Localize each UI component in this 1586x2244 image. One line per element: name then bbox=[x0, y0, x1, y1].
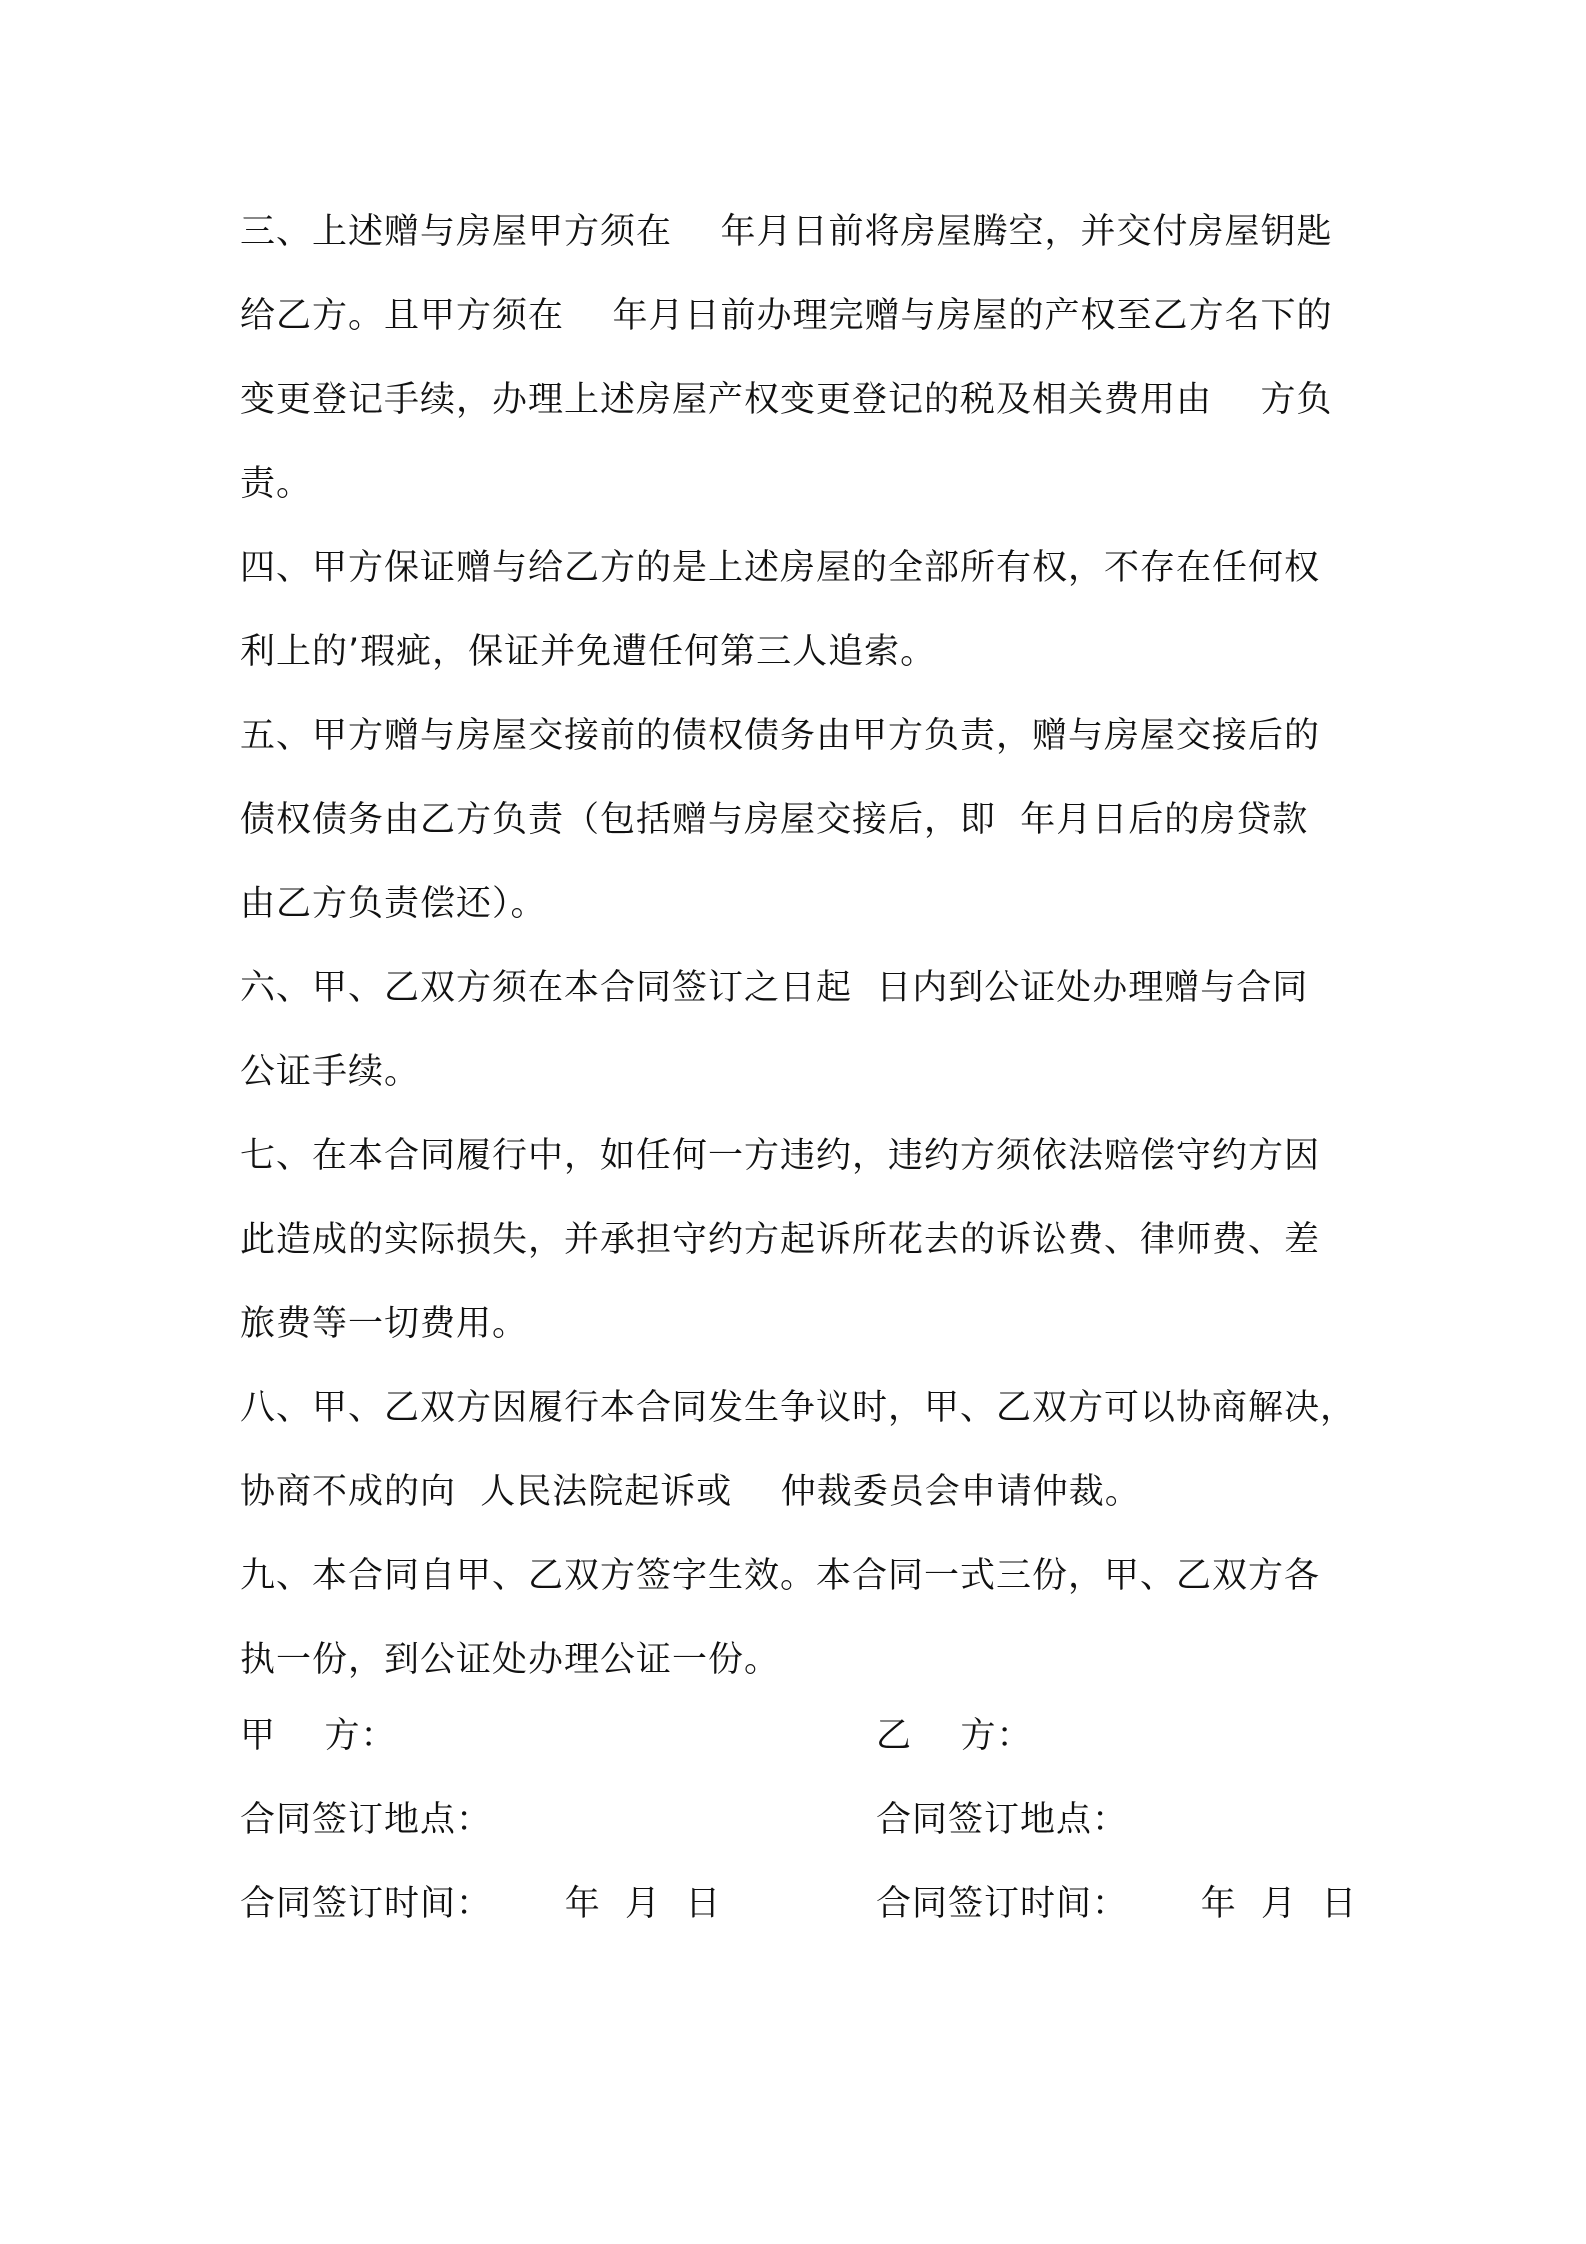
clause-3 bbox=[240, 190, 1350, 526]
party-b-label: 乙 方： bbox=[876, 1716, 1033, 1756]
clause-line: 九、本合同自甲、乙双方签字生效。本合同一式三份，甲、乙双方各 bbox=[240, 1556, 1321, 1596]
clause-line: 变更登记手续，办理上述房屋产权变更登记的税及相关费用由 方负 bbox=[240, 380, 1333, 420]
signing-time-a-label: 合同签订时间： 年 月 日 bbox=[240, 1884, 722, 1924]
clause-line: 由乙方负责偿还）。 bbox=[240, 884, 547, 924]
signing-place-a-label: 合同签订地点： bbox=[240, 1800, 493, 1840]
clause-9 bbox=[240, 1534, 1350, 1702]
clause-line: 责。 bbox=[240, 464, 313, 504]
clause-4 bbox=[240, 526, 1350, 694]
clause-line: 五、甲方赠与房屋交接前的债权债务由甲方负责，赠与房屋交接后的 bbox=[240, 716, 1321, 756]
clause-line: 公证手续。 bbox=[240, 1052, 421, 1092]
clause-line: 旅费等一切费用。 bbox=[240, 1304, 529, 1344]
signature-block bbox=[240, 1694, 1358, 1946]
clause-7 bbox=[240, 1114, 1350, 1366]
clause-line: 四、甲方保证赠与给乙方的是上述房屋的全部所有权，不存在任何权 bbox=[240, 548, 1321, 588]
clause-line: 此造成的实际损失，并承担守约方起诉所花去的诉讼费、律师费、差 bbox=[240, 1220, 1321, 1260]
clause-line: 三、上述赠与房屋甲方须在 年月日前将房屋腾空，并交付房屋钥匙 bbox=[240, 212, 1333, 252]
clause-8 bbox=[240, 1366, 1357, 1534]
clause-line: 六、甲、乙双方须在本合同签订之日起 日内到公证处办理赠与合同 bbox=[240, 968, 1309, 1008]
signature-row-party bbox=[240, 1694, 1350, 1778]
signature-row-time bbox=[240, 1862, 1358, 1946]
clause-5 bbox=[240, 694, 1350, 946]
clause-line: 八、甲、乙双方因履行本合同发生争议时，甲、乙双方可以协商解决， bbox=[240, 1388, 1357, 1428]
clause-line: 给乙方。且甲方须在 年月日前办理完赠与房屋的产权至乙方名下的 bbox=[240, 296, 1333, 336]
clause-line: 协商不成的向 人民法院起诉或 仲裁委员会申请仲裁。 bbox=[240, 1472, 1141, 1512]
party-a-label: 甲 方： bbox=[240, 1716, 397, 1756]
signing-time-b-label: 合同签订时间： 年 月 日 bbox=[876, 1884, 1358, 1924]
clause-line: 七、在本合同履行中，如任何一方违约，违约方须依法赔偿守约方因 bbox=[240, 1136, 1321, 1176]
signing-place-b-label: 合同签订地点： bbox=[876, 1800, 1129, 1840]
signature-row-place bbox=[240, 1778, 1350, 1862]
clause-line: 执一份，到公证处办理公证一份。 bbox=[240, 1640, 781, 1680]
clause-line: 债权债务由乙方负责（包括赠与房屋交接后，即 年月日后的房贷款 bbox=[240, 800, 1309, 840]
clause-6 bbox=[240, 946, 1350, 1114]
clause-line: 利上的’瑕疵，保证并免遭任何第三人追索。 bbox=[240, 632, 937, 672]
contract-body bbox=[240, 190, 1357, 1702]
